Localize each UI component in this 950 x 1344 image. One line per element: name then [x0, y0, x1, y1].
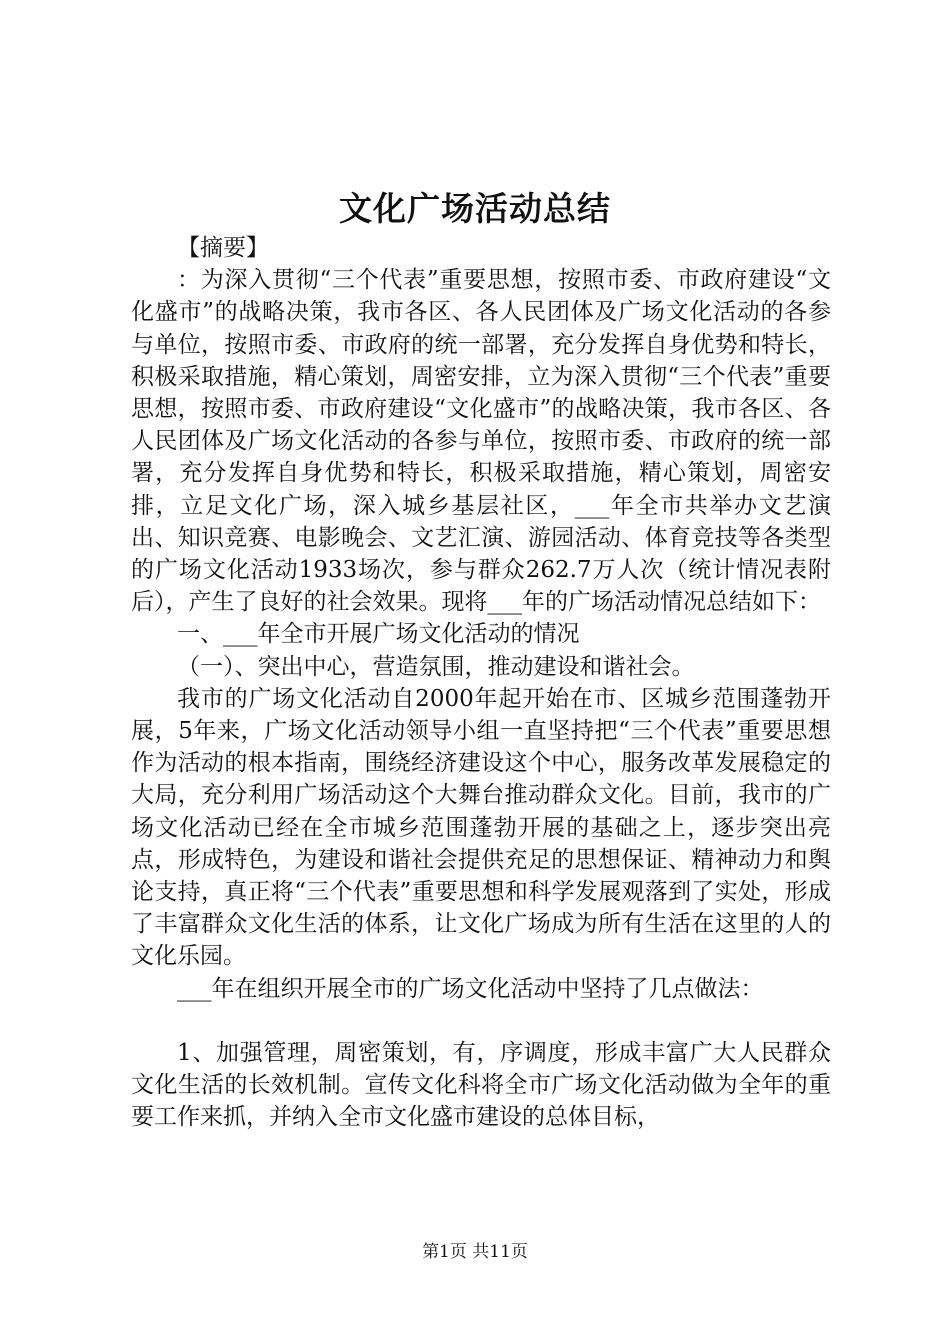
paragraph-spacer	[131, 1005, 831, 1037]
paragraph-abstract: ：为深入贯彻“三个代表”重要思想，按照市委、市政府建设“文化盛市”的战略决策，我市各区、各人民团体及广场文化活动的各参与单位，按照市委、市政府的统一部署，充分发挥自身优势和特长，积极采取措施，精心策划，周密安排，立为深入贯彻“三个代表”重要思想，按照市委、市政府建设“文化盛市”的战略决策，我市各区、各人民团体及广场文化活动的各参与单位，按照市委、市政府的统一部署，充分发挥自身优势和特长，积极采取措施，精心策划，周密安排，立足文化广场，深入城乡基层社区，___年全市共举办文艺演出、知识竞赛、电影晚会、文艺汇演、游园活动、体育竞技等各类型的广场文化活动1933场次，参与群众262.7万人次（统计情况表附后），产生了良好的社会效果。现将___年的广场活动情况总结如下：	[131, 267, 831, 616]
subsection-heading: （一）、突出中心，营造氛围，推动建设和谐社会。	[177, 653, 695, 680]
document-body	[131, 232, 831, 1133]
abstract-label: 【摘要】	[177, 235, 269, 261]
paragraph-body: 我市的广场文化活动自2000年起开始在市、区城乡范围蓬勃开展，5年来，广场文化活动领导小组一直坚持把“三个代表”重要思想作为活动的根本指南，围绕经济建设这个中心，服务改革发展稳定的大局，充分利用广场活动这个大舞台推动群众文化。目前，我市的广场文化活动已经在全市城乡范围蓬勃开展的基础之上，逐步突出亮点，形成特色，为建设和谐社会提供充足的思想保证、精神动力和舆论支持，真正将“三个代表”重要思想和科学发展观落到了实处，形成了丰富群众文化生活的体系，让文化广场成为所有生活在这里的人的文化乐园。	[131, 685, 831, 970]
section-heading: 一、___年全市开展广场文化活动的情况	[177, 621, 580, 648]
paragraph-methods-intro: ___年在组织开展全市的广场文化活动中坚持了几点做法：	[177, 975, 764, 1002]
document-title: 文化广场活动总结	[339, 189, 611, 228]
paragraph-method-1: 1、加强管理，周密策划，有，序调度，形成丰富广大人民群众文化生活的长效机制。宣传文化科将全市广场文化活动做为全年的重要工作来抓，并纳入全市文化盛市建设的总体目标，	[131, 1039, 831, 1131]
page-footer: 第1页 共11页	[422, 1242, 528, 1262]
